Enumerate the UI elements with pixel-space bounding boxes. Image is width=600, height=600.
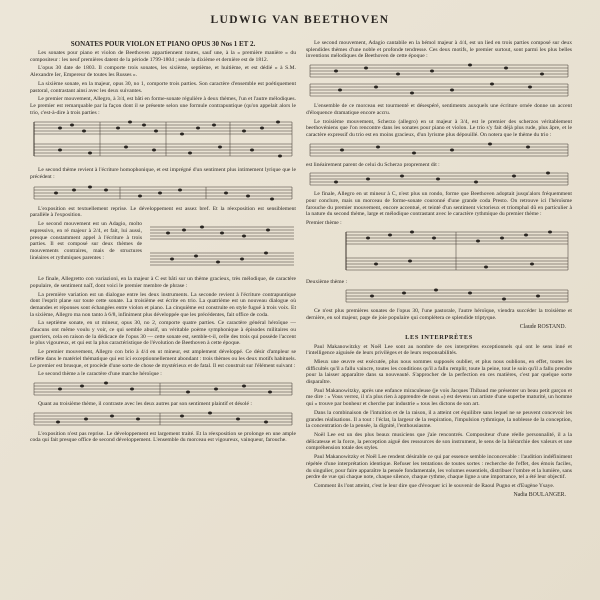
staff-notation-icon xyxy=(306,141,572,159)
paragraph: La première variation est un dialogue entre les deux instruments. La seconde revient à l'écriture contrapuntique dont l'esprit plane sur toute cette sonate. La troisième est écrite en trio. La quatrième est un nouveau dialogue où demandes et réponses sont échangées entre violon et piano. La cinquième est construite en style fugué à trois voix. Et la sixième, Allegro ma non tanto à 6/8, infiniment plus développée que les précédentes, fait office de coda. xyxy=(30,291,296,318)
staff-notation-icon xyxy=(148,221,296,271)
text-with-music xyxy=(30,221,296,276)
paragraph: Le second mouvement est un Adagio, molto espressivo, en ré majeur à 2/4, et fait, lui aussi, presque constamment appel à l'écriture à trois parties. Il est composé sur deux thèmes de mouvements contraires, mais de structures linéaires et rythmiques parentes : xyxy=(30,221,142,261)
paragraph: La septième sonate, en ut mineur, opus 30, no 2, comporte quatre parties. Ce caractère général héroïque — d'aucuns ont même voulu y voir, ce qui semble abusif, un véritable poème symphonique à épisodes militaires ou guerriers, cela en raison de la dédicace de l'opus 30 — cette sonate est, semble-t-il, celle des trois qui possède l'accent le plus vigoureux, et qui est la plus caractéristique de l'évolution de Beethoven à cette époque. xyxy=(30,320,296,347)
music-score-example xyxy=(30,410,296,428)
paragraph: La sixième sonate, en la majeur, opus 30, no 1, comporte trois parties. Son caractère d'ensemble est poétiquement pastoral, contrastant ainsi avec les deux suivantes. xyxy=(30,80,296,94)
paragraph: Le second thème a le caractère d'une marche héroïque : xyxy=(38,371,162,378)
music-score-example xyxy=(306,170,572,188)
paragraph: Le premier mouvement, Allegro con brio à 4/4 en ut mineur, est amplement développé. Ce désir d'ampleur se reflète dans le matériel thématique qui est ici exceptionnellement abondant : trois thèmes ou les deux motifs habituels. Le premier est brusque, et procède d'une sorte de chose de mystérieux et de fatal. Il est construit sur l'élément suivant : xyxy=(30,349,296,369)
paragraph: Le troisième mouvement, Scherzo (allegro) en ut majeur à 3/4, est le premier des scherzos véritablement beethovéniens que l'on rencontre dans les sonates pour piano et violon. Le trio s'y fait déjà plus rude, plus âpre, et le caractère expressif du trio est en moins gracieux, d'un lyrisme plus dépouillé. On notera que le thème du trio : xyxy=(306,118,572,138)
page-title: LUDWIG VAN BEETHOVEN xyxy=(210,14,390,26)
paragraph: Les sonates pour piano et violon de Beethoven appartiennent toutes, sauf une, à la « première manière » du compositeur : les neuf premières datent de la période 1799-1804 ; seule la dixième et dernière est de 1812. xyxy=(30,50,296,63)
paragraph: Paul Makanowitzky et Noël Lee rendent désirable ce qui par essence semble inconcevable : l'audition indéfiniment répétée d'une interprétation identique. Refuser les tentations de toutes sortes : recherche de l'effet, des émois faciles, du singulier, pour faire apparaître la pensée fondamentale, les volumes essentiels, distribuer l'ombre et la lumière, sans perdre de vue qui chaque note, chaque silence, chaque rythme, chaque ligne a une importance, tel a été leur objectif. xyxy=(306,454,572,481)
music-score-example xyxy=(306,228,572,276)
music-score-example xyxy=(306,287,572,305)
music-score-example xyxy=(30,183,296,203)
paragraph: L'opus 30 date de 1803. Il comporte trois sonates, les sixième, septième, et huitième, et est dédié « à S.M. Alexandre Ier, Empereur de toutes les Russes ». xyxy=(30,65,296,79)
paragraph: est linéairement parent de celui du Scherzo proprement dit : xyxy=(306,161,440,168)
paragraph: Comment ils l'ont atteint, c'est le leur dire que d'évoquer ici le souvenir de Raoul Pugno et d'Eugène Ysaye. xyxy=(314,482,555,489)
staff-notation-icon xyxy=(30,183,296,203)
paragraph: Le premier mouvement, Allegro, à 3/4, est bâti en forme-sonate régulière à deux thèmes, l'un et l'autre mélodiques. Le premier est remarquable par la façon dont il se présente selon une formule contrapuntique (qu'on appelait alors le trio, c'est-à-dire à trois parties : xyxy=(30,96,296,116)
theme-label: Premier thème : xyxy=(306,220,342,227)
paragraph: Le finale, Allegro en ut mineur à C, n'est plus un rondo, forme que Beethoven adoptait jusqu'alors fréquemment pour conclure, mais un morceau de forme-sonate couronné d'une grande coda Presto. On retrouve ici l'héroïsme farouche du premier mouvement, encore accentué, et teinté d'un sentiment victorieux et triomphal dû en particulier à la nature du second thème, large et mélodique contrastant avec le caractère rythmique du premier thème : xyxy=(306,191,572,218)
paragraph: Le second mouvement, Adagio cantabile en la bémol majeur à 4/4, est un lied en trois parties composé sur deux splendides thèmes d'une noble et profonde tendresse. Ces deux motifs, le premier surtout, sont parmi les plus belles inventions mélodiques de Beethoven de cette époque : xyxy=(306,40,572,60)
paragraph: L'exposition n'est pas reprise. Le développement est largement traité. Et la réexposition se prolonge en une ample coda qui fait presque office de second développement. L'ensemble du morceau est vigoureux, vainqueur, farouche. xyxy=(30,430,296,444)
paragraph: L'ensemble de ce morceau est tourmenté et désespéré, sentiments auxquels une écriture ornée donne un accent d'éloquence dramatique encore accru. xyxy=(306,103,572,116)
music-score-example xyxy=(30,380,296,398)
section-heading: LES INTERPRÈTES xyxy=(405,333,473,341)
paragraph: Mieux une œuvre est exécutée, plus nous sommes supposés oublier, et plus nous oublions, en effet, toutes les difficultés qu'il a fallu vaincre, toutes les conditions qu'il a fallu remplir, toute la peine, tout le soin qu'il a fallu prendre pour la laisser apparaître dans sa nouveauté. S'approcher de la perfection en ces matières, c'est par quelque sorte disparaître. xyxy=(306,358,572,386)
staff-notation-icon xyxy=(30,118,296,164)
theme-label: Deuxième thème : xyxy=(306,279,348,286)
left-column xyxy=(30,40,296,446)
staff-notation-icon xyxy=(306,170,572,188)
paragraph: Noël Lee est un des plus beaux musiciens que j'aie rencontrés. Compositeur d'une réelle personnalité, il a la délicatesse et la force, la perception aiguë des ressources de son instrument, le sens de la hiérarchie des valeurs et une compréhension totale des styles. xyxy=(306,431,572,452)
paragraph: Quant au troisième thème, il contraste avec les deux autres par son sentiment plaintif et désolé : xyxy=(38,400,252,407)
music-score-example xyxy=(30,118,296,164)
right-column xyxy=(306,40,572,500)
paragraph: Le second thème revient à l'écriture homophonique, et est imprégné d'un sentiment plus intimement lyrique que le précédent : xyxy=(30,167,296,181)
paragraph: Paul Makanowitzky, après une enfance miraculeuse (je vois Jacques Thibaud me présenter un beau petit garçon et me dire : « Vous verrez, il n'a plus rien à apprendre de nous ») est devenu un artiste d'une superbe maturité, un homme qui « trouve par bonheur et cherche par industrie » tous les dictons de son art. xyxy=(306,387,572,408)
section-heading: SONATES POUR VIOLON ET PIANO OPUS 30 Nos 1 ET 2. xyxy=(70,40,256,48)
paragraph: Ce n'est plus premières sonates de l'opus 30, l'une pastorale, l'autre héroïque, viendra succéder la troisième et dernière, en sol majeur, page de joie populaire qui complétera ce splendide triptyque. xyxy=(306,308,572,321)
staff-notation-icon xyxy=(30,380,296,398)
staff-notation-icon xyxy=(30,410,296,428)
staff-notation-icon xyxy=(306,62,572,100)
music-score-example xyxy=(306,141,572,159)
paragraph: Le finale, Allegretto con variazioni, en la majeur à C est bâti sur un thème gracieux, très mélodique, de caractère populaire, de sentiment naïf, dont voici le premier membre de phrase : xyxy=(30,276,296,289)
staff-notation-icon xyxy=(306,228,572,276)
staff-notation-icon xyxy=(306,287,572,305)
music-score-example xyxy=(306,62,572,100)
author-signature: Nadia BOULANGER. xyxy=(513,491,566,498)
music-score-example xyxy=(148,221,296,276)
paragraph: Dans la combinaison de l'intuition et de la raison, il a atteint cet équilibre sans lequel ne se peuvent concevoir les grandes réalisations. Il a tout : l'éclat, la largeur de la respiration, l'impulsion rythmique, la noblesse de la conception, la concentration de la pensée, la dignité, l'enthousiasme. xyxy=(306,409,572,430)
paragraph: Paul Makanowitzky et Noël Lee sont au nombre de ces interprètes exceptionnels qui ont le sens inné et l'intelligence aiguisée de leurs privilèges et de leurs responsabilités. xyxy=(306,343,572,357)
paragraph: L'exposition est textuellement reprise. Le développement est assez bref. Et la réexposition est sensiblement parallèle à l'exposition. xyxy=(30,205,296,219)
author-signature: Claude ROSTAND. xyxy=(519,323,566,330)
